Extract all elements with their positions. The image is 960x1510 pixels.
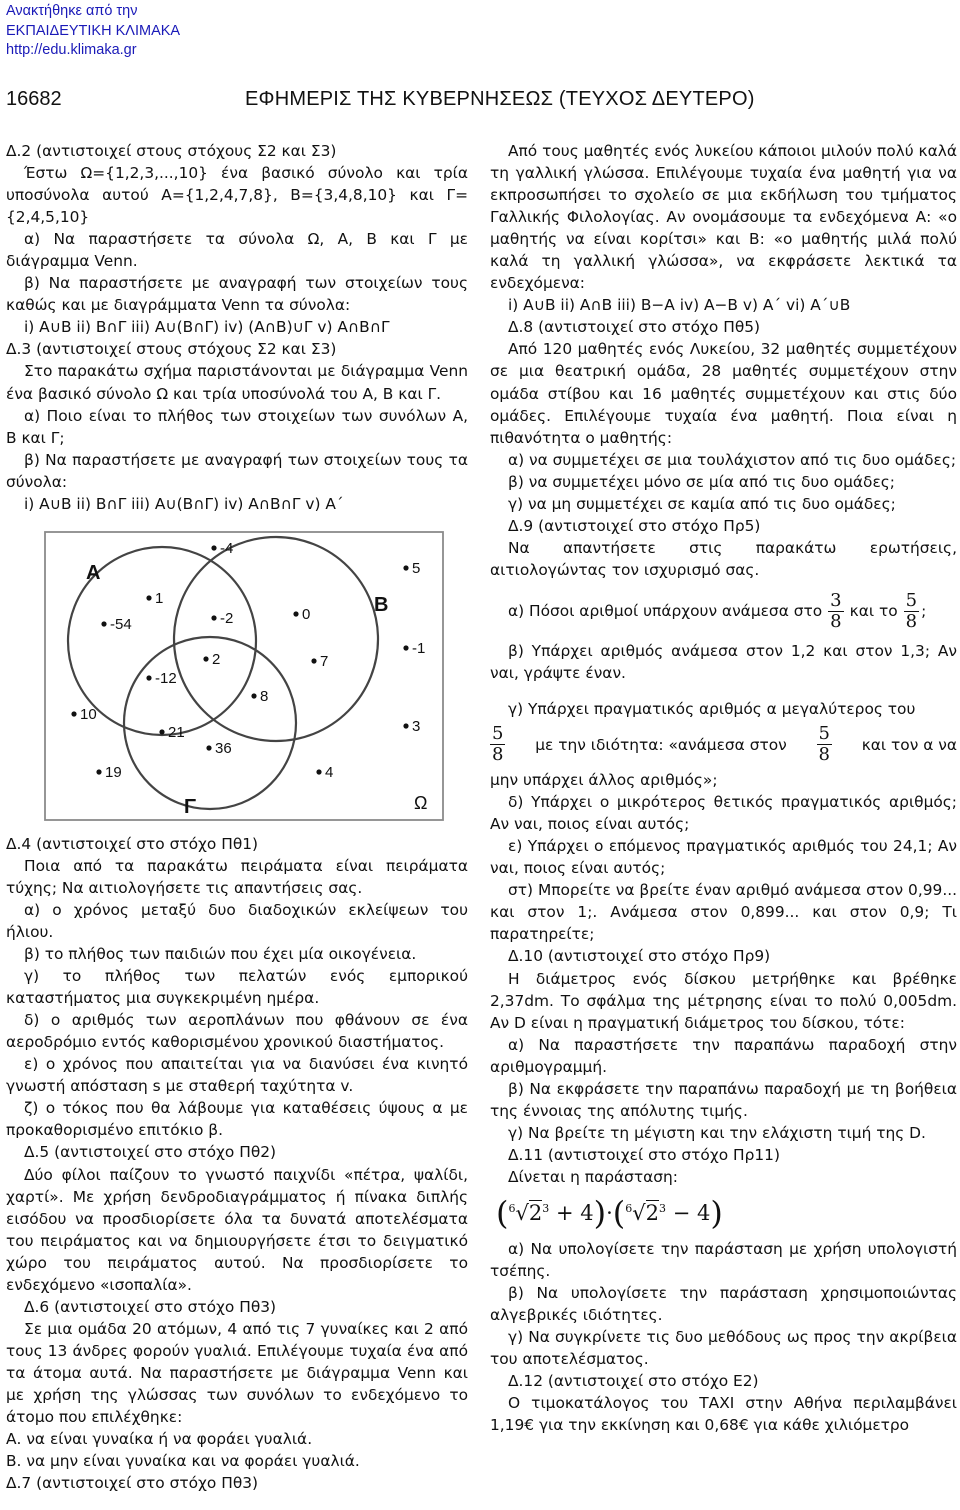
d8-item-c: γ) να μη συμμετέχει σε καμία από τις δυο ομάδες; [508,494,896,513]
close-paren: ) [710,1193,723,1232]
venn-element-dot [211,615,216,620]
set-g-label: Γ [184,795,197,818]
fraction-numerator: 5 [905,589,918,611]
d10-text: Η διάμετρος ενός δίσκου μετρήθηκε και βρέθηκε 2,37dm. Το σφάλμα της μέτρησης είναι το πολύ 0,005dm. Αν D είναι η πραγματική διάμετρος του δίσκου, τότε: [490,969,957,1032]
d10-item-b: β) Να εκφράσετε την παραπάνω παραδοχή με τη βοήθεια της έννοιας της απόλυτης τιμής. [490,1079,957,1120]
d9-item-a-mid: και το [849,602,898,621]
d11-item-b: β) Να υπολογίσετε την παράσταση χρησιμοποιώντας αλγεβρικές ιδιότητες. [490,1284,957,1325]
set-b-circle [174,537,378,741]
venn-element-dot [403,723,408,728]
d9-item-d: δ) Υπάρχει ο μικρότερος θετικός πραγματικός αριθμός; Αν ναι, ποιος είναι αυτός; [490,793,957,834]
venn-element-dot [293,611,298,616]
d6-item-a: Α. να είναι γυναίκα ή να φοράει γυαλιά. [6,1430,313,1449]
venn-element-label: 0 [302,605,311,623]
source-line-1: Ανακτήθηκε από την [6,3,138,19]
d9-title: Δ.9 (αντιστοιχεί στο στόχο Πρ5) [508,516,761,535]
d7-items: i) A∪B ii) A∩B iii) B−A iv) A−B v) A΄ vi) A΄∪B [508,296,851,315]
expr-plus-term: + 4 [555,1200,594,1225]
d5-title: Δ.5 (αντιστοιχεί στο στόχο Πθ2) [24,1143,277,1162]
radicand-base: 2 [528,1200,543,1225]
venn-element-dot [251,693,256,698]
d9-item-a-pre: α) Πόσοι αριθμοί υπάρχουν ανάμεσα στο [508,602,823,621]
venn-element-dot [96,769,101,774]
fraction-numerator: 3 [830,589,842,611]
venn-element-dot [316,769,321,774]
venn-svg [44,531,444,821]
d8-item-a: α) να συμμετέχει σε μια τουλάχιστον από τις δυο ομάδες; [508,450,957,469]
venn-element-label: 5 [412,559,421,577]
venn-element-dot [206,745,211,750]
venn-element-dot [146,595,151,600]
d2-question-a: α) Να παραστήσετε τα σύνολα Ω, Α, Β και Γ με διάγραμμα Venn. [6,230,468,271]
d8-item-b: β) να συμμετέχει μόνο σε μία από τις δυο ομάδες; [508,472,895,491]
d2-question-b-items: i) A∪B ii) B∩Γ iii) A∪(B∩Γ) iv) (A∩B)∪Γ v) A∩B∩Γ [24,318,390,337]
venn-element-label: -54 [110,615,132,633]
radical-sign: √ [632,1200,646,1225]
d8-text: Από 120 μαθητές ενός Λυκείου, 32 μαθητές συμμετέχουν σε μια θεατρική ομάδα, 28 μαθητές συμμετέχουν στην ομάδα στίβου και 16 μαθητές συμμετέχουν και στις δύο ομάδες. Επιλέγουμε τυχαία ένα μαθητή. Ποια είναι η πιθανότητα ο μαθητής: [490,340,957,447]
venn-element-label: 1 [155,589,164,607]
open-paren: ( [496,1193,509,1232]
close-paren: ) [593,1193,607,1232]
d6-title: Δ.6 (αντιστοιχεί στο στόχο Πθ3) [24,1297,277,1316]
venn-element-dot [403,645,408,650]
d4-text: Ποια από τα παρακάτω πειράματα είναι πειράματα τύχης; Να αιτιολογήσετε τις απαντήσεις σας. [6,856,468,897]
fraction-numerator: 5 [818,723,830,745]
d3-question-a: α) Ποιο είναι το πλήθος των στοιχείων των συνόλων Α, Β και Γ; [6,406,468,447]
fraction-5-8 [904,591,919,632]
d10-title: Δ.10 (αντιστοιχεί στο στόχο Πρ9) [508,947,771,966]
d3-question-b: β) Να παραστήσετε με αναγραφή των στοιχείων τους τα σύνολα: [6,450,468,491]
venn-element-label: -1 [412,639,426,657]
d2-question-b: β) Να παραστήσετε με αναγραφή των στοιχείων τους καθώς και με διαγράμματα Venn τα σύνολα: [6,274,468,315]
d7-title: Δ.7 (αντιστοιχεί στο στόχο Πθ3) [6,1474,259,1493]
d9-item-a-end: ; [921,602,927,621]
fraction-denominator: 8 [818,744,830,766]
venn-element-dot [311,658,316,663]
d11-item-c: γ) Να συγκρίνετε τις δυο μεθόδους ως προς την ακρίβεια του αποτελέσματος. [490,1328,957,1369]
left-column [6,140,468,1494]
gazette-title: ΕΦΗΜΕΡΙΣ ΤΗΣ ΚΥΒΕΡΝΗΣΕΩΣ (ΤΕΥΧΟΣ ΔΕΥΤΕΡΟ) [245,88,755,110]
venn-element-label: -2 [220,609,234,627]
venn-element-label: 8 [260,687,269,705]
d6-text: Σε μια ομάδα 20 ατόμων, 4 από τις 7 γυναίκες και 2 από τους 13 άνδρες φορούν γυαλιά. Επιλέγουμε τυχαία ένα από τα άτομα αυτά. Να παραστήσετε με διάγραμμα Venn και με χρήση της γλώσσας των συνόλων το ενδεχόμενο το άτομο που επιλέχθηκε: [6,1319,468,1427]
d9-item-c-line3: μην υπάρχει άλλος αριθμός»; [490,771,718,790]
root-index: 6 [508,1201,516,1215]
d9-item-c-text-end: και τον α να [861,735,957,754]
venn-element-dot [211,545,216,550]
radicand-base: 2 [645,1200,659,1225]
d9-text: Να απαντήσετε στις παρακάτω ερωτήσεις, αιτιολογώντας τον ισχυρισμό σας. [490,538,957,579]
venn-element-dot [159,729,164,734]
d10-item-c: γ) Να βρείτε τη μέγιστη και την ελάχιστη τιμή της D. [508,1123,926,1142]
expr-minus-term: − 4 [672,1200,711,1225]
venn-element-label: 10 [80,705,97,723]
d11-item-a: α) Να υπολογίσετε την παράσταση με χρήση υπολογιστή τσέπης. [490,1240,957,1281]
venn-element-dot [146,675,151,680]
venn-element-label: -12 [155,669,177,687]
page-number: 16682 [6,88,62,110]
venn-element-label: -4 [220,539,234,557]
source-link[interactable]: http://edu.klimaka.gr [6,42,137,58]
d9-item-c-line1: γ) Υπάρχει πραγματικός αριθμός α μεγαλύτερος του [508,700,916,719]
d10-item-a: α) Να παραστήσετε την παραπάνω παραδοχή στην αριθμογραμμή. [490,1035,957,1076]
venn-element-label: 7 [320,652,329,670]
fraction-denominator: 8 [905,610,918,632]
venn-element-dot [403,565,408,570]
d11-text: Δίνεται η παράσταση: [508,1167,678,1186]
venn-element-label: 21 [168,723,185,741]
right-column [490,140,957,1436]
venn-element-label: 36 [215,739,232,757]
radicand-exponent: 3 [542,1201,550,1215]
d2-text: Έστω Ω={1,2,3,...,10} ένα βασικό σύνολο και τρία υποσύνολα αυτού Α={1,2,4,7,8}, Β={3,4,8,10} και Γ={2,4,5,10} [6,164,468,227]
page-header [0,88,960,112]
d6-item-b: Β. να μην είναι γυναίκα και να φοράει γυαλιά. [6,1452,360,1471]
fraction-numerator: 5 [492,723,504,745]
radical-sign: √ [515,1200,529,1225]
open-paren: ( [612,1193,626,1232]
d3-title: Δ.3 (αντιστοιχεί στους στόχους Σ2 και Σ3) [6,340,337,359]
venn-element-label: 19 [105,763,122,781]
venn-element-label: 2 [212,650,221,668]
fraction-5-8 [490,724,505,765]
d4-title: Δ.4 (αντιστοιχεί στο στόχο Πθ1) [6,834,259,853]
d7-text: Από τους μαθητές ενός λυκείου κάποιοι μιλούν πολύ καλά τη γαλλική γλώσσα. Επιλέγουμε τυχαία ένα μαθητή για να εκπροσωπήσει το σχολείο σε μια εκδήλωση του τμήματος Γαλλικής Φιλολογίας. Αν ονομάσουμε τα ενδεχόμενα Α: «ο μαθητής να είναι κορίτσι» και Β: «ο μαθητής μιλά πολύ καλά τη γαλλική γλώσσα», να εκφράσετε λεκτικά τα ενδεχόμενα: [490,142,957,293]
venn-element-dot [71,711,76,716]
d9-item-b: β) Υπάρχει αριθμός ανάμεσα στον 1,2 και στον 1,3; Αν ναι, γράψτε έναν. [490,641,957,682]
source-line-2: ΕΚΠΑΙΔΕΥΤΙΚΗ ΚΛΙΜΑΚΑ [6,22,181,39]
d12-text: Ο τιμοκατάλογος του ΤΑΧΙ στην Αθήνα περιλαμβάνει 1,19€ για την εκκίνηση και 0,68€ για κάθε χιλιόμετρο [490,1394,957,1435]
d9-item-c-line2 [490,724,957,765]
d9-item-e: ε) Υπάρχει ο επόμενος πραγματικός αριθμός του 24,1; Αν ναι, ποιος είναι αυτός; [490,837,957,878]
venn-element-label: 4 [325,763,334,781]
d11-title: Δ.11 (αντιστοιχεί στο στόχο Πρ11) [508,1145,780,1164]
d5-text: Δύο φίλοι παίζουν το γνωστό παιχνίδι «πέτρα, ψαλίδι, χαρτί». Με χρήση δενδροδιαγράμματος ή πίνακα διπλής εισόδου να προσδιορίσετε όλα τα δυνατά αποτελέσματα του πειράματος και να δημιουργήσετε έτσι το δειγματικό χώρο του πειράματος αυτού. Να προσδιορίσετε το ενδεχόμενο «ισοπαλία». [6,1165,468,1294]
source-note [6,2,180,61]
d4-item-a: α) ο χρόνος μεταξύ δυο διαδοχικών εκλείψεων του ήλιου. [6,900,468,941]
venn-element-dot [101,621,106,626]
d4-item-d: δ) ο αριθμός των αεροπλάνων που φθάνουν σε ένα αεροδρόμιο εντός καθορισμένου χρονικού διαστήματος. [6,1011,468,1052]
fraction-denominator: 8 [830,610,842,632]
d4-item-c: γ) το πλήθος των πελατών ενός εμπορικού καταστήματος μια συγκεκριμένη ημέρα. [6,967,468,1008]
d9-item-c-text: με την ιδιότητα: «ανάμεσα στον [535,735,787,754]
d2-title: Δ.2 (αντιστοιχεί στους στόχους Σ2 και Σ3) [6,142,337,160]
d4-item-z: ζ) ο τόκος που θα λάβουμε για καταθέσεις ύψους α με προκαθορισμένο επιτόκιο β. [6,1099,468,1140]
set-a-label: Α [86,561,101,584]
d9-item-st: στ) Μπορείτε να βρείτε έναν αριθμό ανάμεσα στον 0,99... και στον 1;. Ανάμεσα στον 0,899... και στον 0,9; Τι παρατηρείτε; [490,881,957,944]
d3-question-b-items: i) A∪B ii) B∩Γ iii) A∪(B∩Γ) iv) A∩B∩Γ v) A΄ [24,494,344,513]
omega-label: Ω [414,792,428,813]
root-index: 6 [625,1201,633,1215]
venn-element-dot [203,656,208,661]
dot-operator: · [606,1200,613,1225]
d4-item-e: ε) ο χρόνος που απαιτείται για να διανύσει ένα κινητό γνωστή απόσταση s με σταθερή ταχύτητα v. [6,1055,468,1096]
d12-title: Δ.12 (αντιστοιχεί στο στόχο Ε2) [508,1372,759,1391]
set-b-label: Β [374,593,389,616]
radicand-exponent: 3 [659,1201,666,1215]
venn-element-label: 3 [412,717,421,735]
d4-item-b: β) το πλήθος των παιδιών που έχει μία οικογένεια. [24,945,417,964]
math-expression [496,1193,957,1232]
d3-text: Στο παρακάτω σχήμα παριστάνονται με διάγραμμα Venn ένα βασικό σύνολο Ω και τρία υποσύνολά του Α, Β και Γ. [6,362,468,403]
fraction-5-8 [817,724,832,765]
d9-item-a [490,591,957,632]
fraction-3-8 [828,591,843,632]
fraction-denominator: 8 [492,744,504,766]
d8-title: Δ.8 (αντιστοιχεί στο στόχο Πθ5) [508,318,761,337]
venn-diagram [44,531,444,821]
